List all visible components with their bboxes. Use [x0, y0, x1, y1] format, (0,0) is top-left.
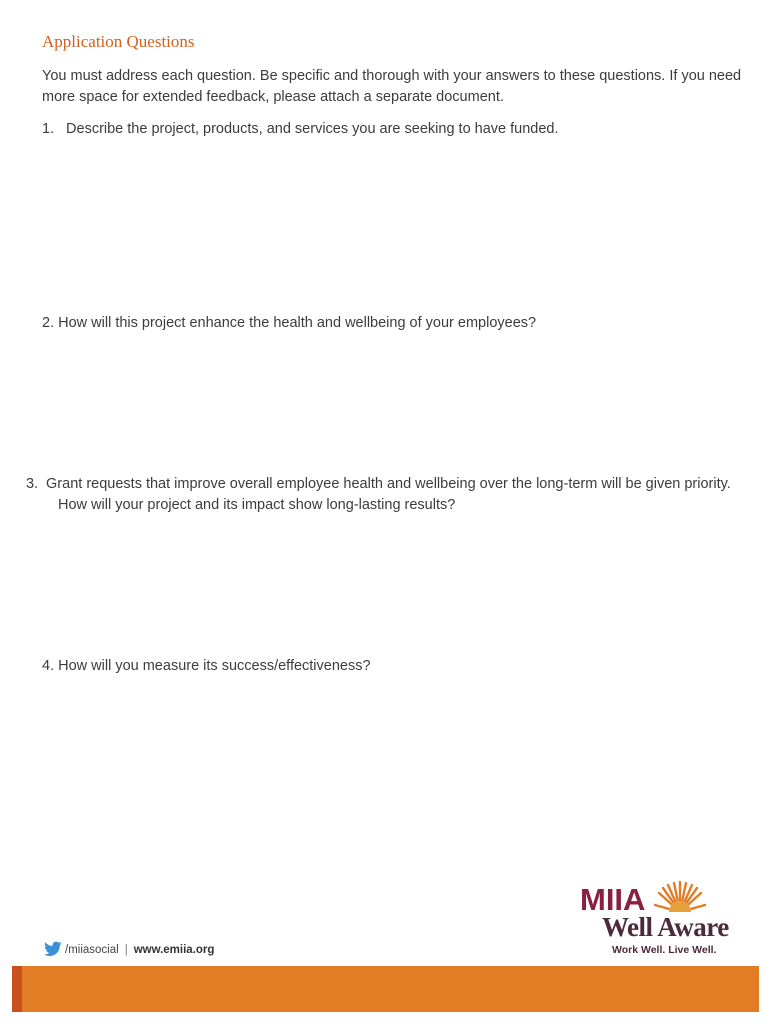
- question-number: 4.: [42, 658, 55, 674]
- website-link[interactable]: www.emiia.org: [133, 944, 215, 956]
- logo-well-aware-text: Well Aware: [602, 912, 729, 942]
- page-title: Application Questions: [42, 32, 195, 51]
- question-number: 2.: [42, 315, 55, 331]
- footer-social: [44, 941, 214, 959]
- question-text: Describe the project, products, and services you are seeking to have funded.: [66, 121, 559, 137]
- logo-tagline: Work Well. Live Well.: [612, 944, 717, 956]
- question-3: 3. Grant requests that improve overall employee health and wellbeing over the long-term will be given priority. How will your project and its impact show long-lasting results?: [26, 476, 731, 513]
- footer-color-bar: [12, 966, 759, 1012]
- social-handle-link[interactable]: /miiasocial: [65, 944, 119, 956]
- question-4: [42, 656, 742, 677]
- footer-separator: |: [124, 944, 128, 956]
- intro-paragraph: You must address each question. Be specific and thorough with your answers to these questions. If you need more space for extended feedback, please attach a separate document.: [42, 68, 742, 105]
- question-text: How will you measure its success/effectiveness?: [58, 658, 371, 674]
- question-text: How will this project enhance the health and wellbeing of your employees?: [58, 315, 537, 331]
- miia-well-aware-logo: [578, 878, 750, 960]
- twitter-bird-icon[interactable]: [44, 941, 65, 960]
- question-number: 1.: [42, 121, 55, 137]
- question-1: [42, 119, 742, 140]
- logo-miia-text: MIIA: [580, 882, 646, 917]
- question-text: Grant requests that improve overall employee health and wellbeing over the long-term will be given priority. How will your project and its impact show long-lasting results?: [46, 476, 731, 513]
- question-2: [42, 313, 742, 334]
- footer-bar-accent: [12, 966, 22, 1012]
